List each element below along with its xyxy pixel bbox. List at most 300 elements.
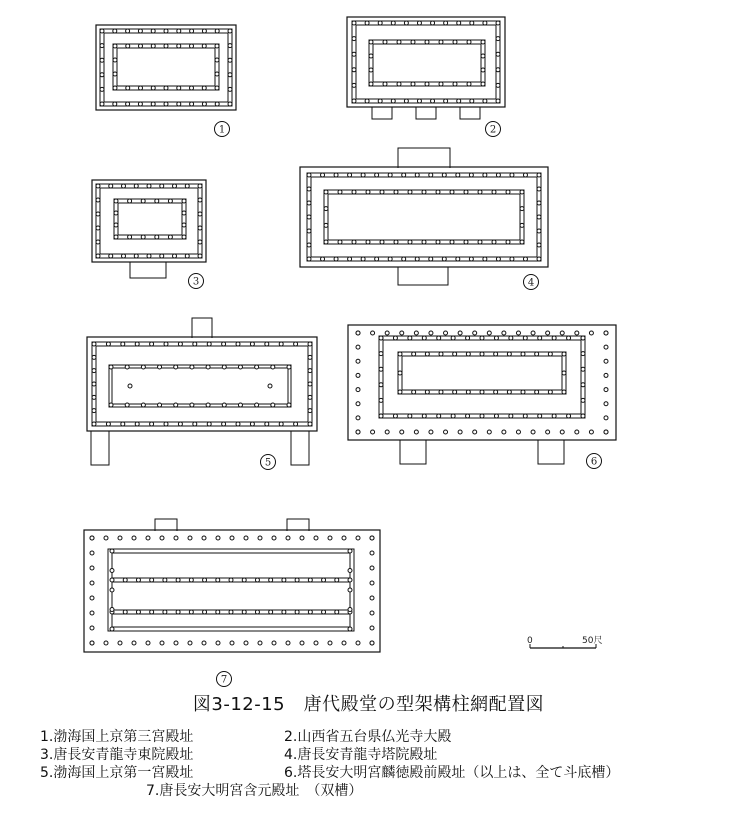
- column: [523, 173, 527, 177]
- column: [121, 422, 125, 426]
- column: [190, 403, 194, 407]
- plan-5: [87, 318, 317, 470]
- column: [380, 240, 384, 244]
- column: [516, 430, 520, 434]
- column: [121, 342, 125, 346]
- column: [356, 416, 360, 420]
- column: [370, 566, 374, 570]
- legend-item-3: 3.唐長安青龍寺東院殿址: [40, 747, 194, 763]
- stair-platform: [398, 148, 450, 168]
- column: [295, 578, 299, 582]
- column: [100, 87, 104, 91]
- stair-platform: [155, 519, 177, 531]
- column: [496, 68, 500, 72]
- column: [531, 331, 535, 335]
- column: [480, 390, 484, 394]
- column: [147, 254, 151, 258]
- column: [118, 641, 122, 645]
- column: [189, 610, 193, 614]
- wall-line: [112, 553, 350, 627]
- column: [202, 102, 206, 106]
- column: [308, 422, 312, 426]
- column: [314, 641, 318, 645]
- column: [324, 207, 328, 211]
- column: [412, 390, 416, 394]
- column: [453, 352, 457, 356]
- column: [150, 342, 154, 346]
- column: [164, 342, 168, 346]
- column: [269, 578, 273, 582]
- wall-line: [402, 356, 562, 390]
- column: [520, 240, 524, 244]
- column: [370, 581, 374, 585]
- column: [272, 536, 276, 540]
- column: [202, 44, 206, 48]
- column: [250, 342, 254, 346]
- column: [411, 40, 415, 44]
- column: [230, 536, 234, 540]
- column: [90, 626, 94, 630]
- column: [206, 403, 210, 407]
- column: [96, 226, 100, 230]
- column: [604, 402, 608, 406]
- column: [523, 414, 527, 418]
- platform-outline: [300, 167, 548, 267]
- wall-line: [373, 44, 481, 82]
- column: [222, 342, 226, 346]
- column: [300, 536, 304, 540]
- column: [356, 402, 360, 406]
- column: [132, 641, 136, 645]
- column: [228, 87, 232, 91]
- column: [369, 82, 373, 86]
- column: [229, 578, 233, 582]
- column: [507, 390, 511, 394]
- column: [483, 173, 487, 177]
- column: [560, 331, 564, 335]
- column: [604, 416, 608, 420]
- column: [589, 430, 593, 434]
- column: [342, 641, 346, 645]
- column: [110, 549, 114, 553]
- column: [228, 73, 232, 77]
- column: [552, 336, 556, 340]
- column: [581, 336, 585, 340]
- stair-platform: [460, 107, 480, 119]
- column: [176, 610, 180, 614]
- column: [177, 86, 181, 90]
- column: [138, 102, 142, 106]
- scale-start-label: 0: [527, 636, 533, 646]
- column: [126, 29, 130, 33]
- column: [422, 240, 426, 244]
- column: [96, 240, 100, 244]
- stair-platform: [538, 440, 564, 464]
- wall-line: [100, 29, 232, 106]
- column: [466, 336, 470, 340]
- column: [282, 610, 286, 614]
- column: [604, 331, 608, 335]
- column: [548, 390, 552, 394]
- column: [215, 58, 219, 62]
- column: [439, 390, 443, 394]
- column: [492, 240, 496, 244]
- column: [496, 52, 500, 56]
- wall-line: [118, 203, 182, 235]
- column: [483, 99, 487, 103]
- column: [478, 240, 482, 244]
- column: [141, 403, 145, 407]
- column: [92, 422, 96, 426]
- column: [394, 190, 398, 194]
- column: [113, 58, 117, 62]
- column: [388, 257, 392, 261]
- column: [383, 40, 387, 44]
- column: [494, 336, 498, 340]
- column: [185, 184, 189, 188]
- column: [444, 430, 448, 434]
- column: [520, 223, 524, 227]
- column: [106, 342, 110, 346]
- column: [286, 536, 290, 540]
- wall-line: [307, 173, 541, 261]
- column: [352, 37, 356, 41]
- column: [470, 21, 474, 25]
- column: [604, 359, 608, 363]
- column: [215, 86, 219, 90]
- stair-platform: [192, 318, 212, 338]
- column: [160, 641, 164, 645]
- column: [535, 390, 539, 394]
- column: [356, 345, 360, 349]
- column: [457, 99, 461, 103]
- wall-line: [114, 199, 186, 239]
- column: [370, 611, 374, 615]
- column: [521, 352, 525, 356]
- column: [177, 102, 181, 106]
- column: [322, 578, 326, 582]
- plan-number-label: 4: [527, 277, 535, 289]
- column: [562, 352, 566, 356]
- column: [150, 610, 154, 614]
- column: [110, 578, 114, 582]
- column: [164, 102, 168, 106]
- column: [96, 184, 100, 188]
- column: [207, 342, 211, 346]
- plan-3: [92, 180, 206, 289]
- column: [356, 430, 360, 434]
- column: [160, 184, 164, 188]
- column: [92, 342, 96, 346]
- column: [458, 331, 462, 335]
- column: [126, 102, 130, 106]
- platform-outline: [348, 325, 616, 440]
- column: [90, 551, 94, 555]
- column: [361, 257, 365, 261]
- column: [269, 610, 273, 614]
- column: [453, 390, 457, 394]
- legend-item-7: 7.唐長安大明宮含元殿址 （双槽）: [146, 783, 363, 799]
- column: [314, 536, 318, 540]
- column: [146, 641, 150, 645]
- column: [202, 29, 206, 33]
- column: [361, 173, 365, 177]
- column: [502, 430, 506, 434]
- column: [190, 29, 194, 33]
- column: [96, 212, 100, 216]
- column: [90, 536, 94, 540]
- column: [408, 336, 412, 340]
- legend-item-6: 6.塔長安大明宮麟徳殿前殿址（以上は、全て斗底槽）: [284, 765, 620, 781]
- column: [581, 352, 585, 356]
- column: [393, 414, 397, 418]
- column: [480, 414, 484, 418]
- column: [378, 21, 382, 25]
- column: [177, 29, 181, 33]
- column: [155, 235, 159, 239]
- column: [523, 336, 527, 340]
- column: [415, 173, 419, 177]
- column: [431, 21, 435, 25]
- column: [436, 240, 440, 244]
- column: [198, 198, 202, 202]
- wall-line: [379, 336, 585, 418]
- column: [110, 608, 114, 612]
- column: [307, 215, 311, 219]
- column: [238, 365, 242, 369]
- column: [125, 403, 129, 407]
- column: [151, 44, 155, 48]
- column: [414, 430, 418, 434]
- column: [510, 173, 514, 177]
- column: [193, 342, 197, 346]
- column: [371, 430, 375, 434]
- column: [370, 626, 374, 630]
- column: [464, 190, 468, 194]
- column: [480, 352, 484, 356]
- column: [537, 173, 541, 177]
- column: [537, 215, 541, 219]
- column: [352, 83, 356, 87]
- column: [308, 409, 312, 413]
- column: [548, 352, 552, 356]
- column: [168, 235, 172, 239]
- column: [356, 373, 360, 377]
- column: [352, 99, 356, 103]
- column: [128, 199, 132, 203]
- column: [581, 367, 585, 371]
- column: [546, 430, 550, 434]
- column: [255, 365, 259, 369]
- column: [496, 173, 500, 177]
- column: [370, 596, 374, 600]
- column: [369, 68, 373, 72]
- column: [385, 331, 389, 335]
- wall-line: [104, 33, 228, 102]
- column: [552, 414, 556, 418]
- wall-line: [328, 194, 520, 240]
- column: [470, 99, 474, 103]
- column: [408, 190, 412, 194]
- column: [352, 52, 356, 56]
- column: [370, 536, 374, 540]
- column: [575, 430, 579, 434]
- wall-line: [383, 340, 581, 414]
- column: [189, 578, 193, 582]
- plan-6: [348, 325, 616, 469]
- column: [228, 58, 232, 62]
- column: [334, 257, 338, 261]
- column: [174, 365, 178, 369]
- column: [265, 342, 269, 346]
- column: [308, 382, 312, 386]
- wall-line: [117, 48, 215, 86]
- column: [321, 257, 325, 261]
- column: [222, 365, 226, 369]
- wall-line: [352, 21, 500, 103]
- column: [96, 254, 100, 258]
- column: [114, 211, 118, 215]
- column: [402, 173, 406, 177]
- column: [215, 72, 219, 76]
- column: [439, 82, 443, 86]
- column: [114, 223, 118, 227]
- wall-line: [108, 549, 354, 631]
- column: [106, 422, 110, 426]
- column: [207, 422, 211, 426]
- column: [150, 578, 154, 582]
- column: [176, 578, 180, 582]
- stair-platform: [291, 431, 309, 465]
- column: [109, 254, 113, 258]
- column: [215, 29, 219, 33]
- column: [279, 422, 283, 426]
- column: [92, 369, 96, 373]
- column: [188, 536, 192, 540]
- column: [182, 211, 186, 215]
- legend-item-5: 5.渤海国上京第一宮殿址: [40, 765, 194, 781]
- column: [510, 257, 514, 261]
- column: [494, 352, 498, 356]
- column: [100, 102, 104, 106]
- plan-number-label: 3: [192, 276, 200, 288]
- column: [90, 611, 94, 615]
- column: [422, 336, 426, 340]
- column: [439, 40, 443, 44]
- column: [308, 369, 312, 373]
- column: [415, 257, 419, 261]
- column: [96, 198, 100, 202]
- column: [366, 190, 370, 194]
- column: [442, 257, 446, 261]
- column: [335, 578, 339, 582]
- column: [356, 388, 360, 392]
- column: [100, 44, 104, 48]
- column: [132, 536, 136, 540]
- column: [147, 184, 151, 188]
- column: [523, 257, 527, 261]
- column: [535, 352, 539, 356]
- column: [188, 641, 192, 645]
- column: [182, 199, 186, 203]
- column: [466, 390, 470, 394]
- column: [422, 414, 426, 418]
- column: [425, 82, 429, 86]
- column: [436, 190, 440, 194]
- column: [453, 82, 457, 86]
- column: [255, 578, 259, 582]
- column: [483, 257, 487, 261]
- column: [242, 578, 246, 582]
- column: [216, 578, 220, 582]
- column: [496, 257, 500, 261]
- column: [453, 40, 457, 44]
- column: [113, 86, 117, 90]
- column: [328, 536, 332, 540]
- column: [439, 352, 443, 356]
- column: [356, 536, 360, 540]
- column: [190, 44, 194, 48]
- column: [128, 235, 132, 239]
- column: [228, 102, 232, 106]
- column: [307, 243, 311, 247]
- column: [300, 641, 304, 645]
- column: [567, 336, 571, 340]
- platform-outline: [92, 180, 206, 262]
- plan-number-label: 7: [220, 674, 228, 686]
- wall-line: [356, 25, 496, 99]
- column: [408, 240, 412, 244]
- column: [481, 54, 485, 58]
- wall-line: [92, 342, 312, 426]
- column: [581, 383, 585, 387]
- column: [589, 331, 593, 335]
- column: [414, 331, 418, 335]
- column: [394, 240, 398, 244]
- column: [562, 390, 566, 394]
- column: [466, 414, 470, 418]
- column: [271, 403, 275, 407]
- column: [216, 536, 220, 540]
- plan-2: [347, 17, 505, 137]
- column: [469, 257, 473, 261]
- column: [400, 430, 404, 434]
- column: [90, 581, 94, 585]
- column: [562, 371, 566, 375]
- column: [258, 641, 262, 645]
- column: [222, 422, 226, 426]
- column: [348, 173, 352, 177]
- column: [92, 409, 96, 413]
- column: [164, 29, 168, 33]
- column: [538, 414, 542, 418]
- column: [496, 21, 500, 25]
- column: [397, 40, 401, 44]
- column: [398, 371, 402, 375]
- legend-item-2: 2.山西省五台県仏光寺大殿: [284, 729, 452, 745]
- column: [379, 367, 383, 371]
- stair-platform: [91, 431, 109, 465]
- platform-outline: [84, 530, 380, 652]
- column: [118, 536, 122, 540]
- column: [385, 430, 389, 434]
- column: [391, 21, 395, 25]
- column: [520, 207, 524, 211]
- column: [178, 342, 182, 346]
- stair-platform: [287, 519, 309, 531]
- column: [178, 422, 182, 426]
- column: [348, 588, 352, 592]
